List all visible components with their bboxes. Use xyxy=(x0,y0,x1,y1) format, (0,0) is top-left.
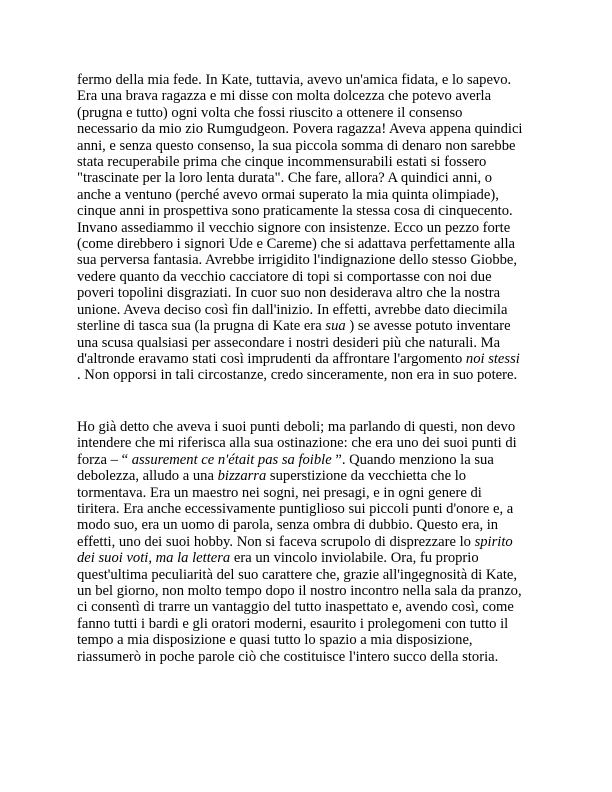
text-line xyxy=(77,550,535,566)
text-run: vedere quanto da vecchio cacciatore di topi si comportasse con noi due xyxy=(77,268,492,285)
italic-text: sua xyxy=(325,318,346,335)
text-line xyxy=(77,583,535,599)
text-line xyxy=(77,285,535,301)
text-line xyxy=(77,468,535,484)
text-line xyxy=(77,88,535,104)
text-line xyxy=(77,599,535,615)
text-run: Invano assediammo il vecchio signore con insistenze. Ecco un pezzo forte xyxy=(77,219,511,236)
text-line xyxy=(77,452,535,468)
text-run: (prugna e tutto) ogni volta che fossi riuscito a ottenere il consenso xyxy=(77,104,463,121)
italic-text: dei suoi voti, ma la lettera xyxy=(77,550,231,567)
text-run: modo suo, era un uomo di parola, senza ombra di dubbio. Questo era, in xyxy=(77,517,499,534)
text-run: stata recuperabile prima che cinque incommensurabili estati si fossero xyxy=(77,154,487,171)
text-run: necessario da mio zio Rumgudgeon. Povera ragazza! Aveva appena quindici xyxy=(77,121,523,138)
text-line xyxy=(77,187,535,203)
text-run: ) se avesse potuto inventare xyxy=(345,318,511,335)
text-line xyxy=(77,302,535,318)
text-line xyxy=(77,252,535,268)
italic-text: spirito xyxy=(474,533,513,550)
text-line xyxy=(77,269,535,285)
text-line xyxy=(77,501,535,517)
text-line xyxy=(77,203,535,219)
text-run: "trascinate per la loro lenta durata". Che fare, allora? A quindici anni, o xyxy=(77,170,493,187)
text-line xyxy=(77,567,535,583)
text-run: d'altronde eravamo stati così imprudenti da affrontare l'argomento xyxy=(77,350,466,367)
text-run: tormentava. Era un maestro nei sogni, nei presagi, e in ogni genere di xyxy=(77,484,482,501)
text-run: . Non opporsi in tali circostanze, credo sinceramente, non era in suo potere. xyxy=(77,367,518,384)
text-run: ci consentì di trarre un vantaggio del tutto inaspettato e, avendo così, come xyxy=(77,599,514,616)
text-line xyxy=(77,632,535,648)
text-line xyxy=(77,236,535,252)
text-run: tiritera. Era anche eccessivamente puntiglioso sui piccoli punti d'onore e, a xyxy=(77,501,514,518)
text-line xyxy=(77,105,535,121)
text-line xyxy=(77,335,535,351)
paragraph-1 xyxy=(77,72,535,384)
text-line xyxy=(77,351,535,367)
text-line xyxy=(77,616,535,632)
text-run: superstizione da vecchietta che lo xyxy=(266,468,467,485)
text-run: tempo a mia disposizione e quasi tutto lo spazio a mia disposizione, xyxy=(77,632,473,649)
italic-text: assurement ce n'était pas sa foible xyxy=(131,451,332,468)
text-run: sua perversa fantasia. Avrebbe irrigidito l'indignazione dello stesso Giobbe, xyxy=(77,252,518,269)
text-run: debolezza, alludo a una xyxy=(77,468,218,485)
text-run: un bel giorno, non molto tempo dopo il nostro incontro nella sala da pranzo, xyxy=(77,583,522,600)
text-line xyxy=(77,318,535,334)
text-run: cinque anni in prospettiva sono praticamente la stessa cosa di cinquecento. xyxy=(77,203,513,220)
text-run: poveri topolini disgraziati. In cuor suo non desiderava altro che la nostra xyxy=(77,285,501,302)
text-line xyxy=(77,220,535,236)
text-line xyxy=(77,121,535,137)
italic-text: noi stessi xyxy=(465,350,520,367)
text-line xyxy=(77,72,535,88)
text-run: era un vincolo inviolabile. Ora, fu proprio xyxy=(230,550,479,567)
text-run: riassumerò in poche parole ciò che costituisce l'intero succo della storia. xyxy=(77,648,499,665)
text-run: sterline di tasca sua (la prugna di Kate era xyxy=(77,318,326,335)
text-run: (come direbbero i signori Ude e Careme) che si adattava perfettamente alla xyxy=(77,236,516,253)
italic-text: bizzarra xyxy=(217,468,267,485)
text-run: una scusa qualsiasi per assecondare i nostri desideri più che naturali. Ma xyxy=(77,334,501,351)
text-line xyxy=(77,170,535,186)
text-run: intendere che mi riferisca alla sua ostinazione: che era uno dei suoi punti di xyxy=(77,435,517,452)
text-run: forza – “ xyxy=(77,451,132,468)
text-run: Ho già detto che aveva i suoi punti deboli; ma parlando di questi, non devo xyxy=(77,419,516,435)
text-line xyxy=(77,154,535,170)
text-run: effetti, uno dei suoi hobby. Non si faceva scrupolo di disprezzare lo xyxy=(77,533,475,550)
text-run: Era una brava ragazza e mi disse con molta dolcezza che potevo averla xyxy=(77,88,492,105)
text-line xyxy=(77,534,535,550)
text-line xyxy=(77,367,535,383)
text-run: quest'ultima peculiarità del suo carattere che, grazie all'ingegnosità di Kate, xyxy=(77,566,518,583)
text-line xyxy=(77,649,535,665)
text-line xyxy=(77,138,535,154)
paragraph-2 xyxy=(77,419,535,665)
text-line xyxy=(77,419,535,435)
text-line xyxy=(77,517,535,533)
text-run: unione. Aveva deciso così fin dall'inizio. In effetti, avrebbe dato diecimila xyxy=(77,301,508,318)
text-run: ”. Quando menziono la sua xyxy=(331,451,494,468)
text-run: anche a ventuno (perché avevo ormai superato la mia quinta olimpiade), xyxy=(77,186,499,203)
text-run: anni, e senza questo consenso, la sua piccola somma di denaro non sarebbe xyxy=(77,137,516,154)
text-line xyxy=(77,435,535,451)
text-line xyxy=(77,485,535,501)
text-run: fermo della mia fede. In Kate, tuttavia, avevo un'amica fidata, e lo sapevo. xyxy=(77,72,512,88)
text-run: fanno tutti i bardi e gli oratori moderni, esaurito i prolegomeni con tutto il xyxy=(77,615,509,632)
